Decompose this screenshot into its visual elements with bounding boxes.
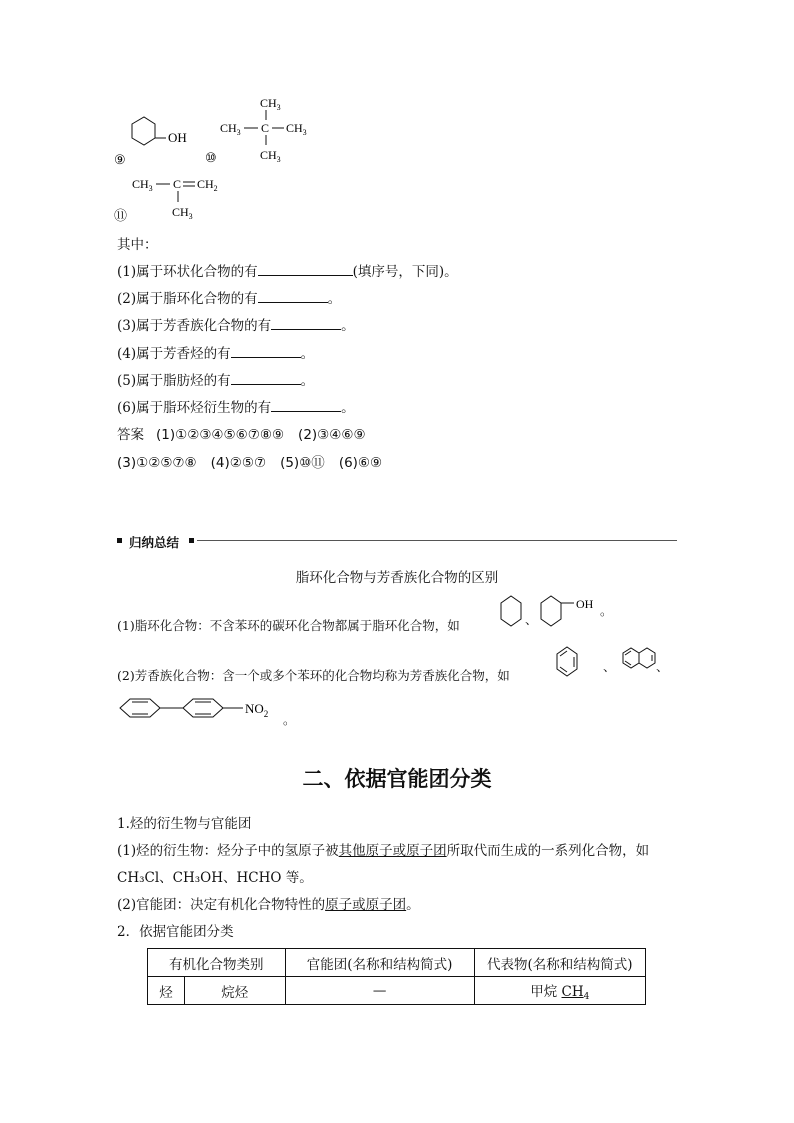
subsection-1: 1.烃的衍生物与官能团 <box>117 816 252 832</box>
summary-p2: (2)芳香族化合物：含一个或多个苯环的化合物均称为芳香族化合物，如 <box>117 668 510 683</box>
cyclohexane-structure <box>496 592 526 632</box>
definition-2: (2)官能团：决定有机化合物特性的原子或原子团。 <box>117 897 420 913</box>
svg-text:CH3: $CH_3$ <box>286 121 307 137</box>
svg-text:NO2: $NO_2$ <box>245 701 269 719</box>
svg-text:C: C <box>173 177 182 191</box>
separator: 、 <box>525 612 538 627</box>
molecule-9-cyclohexanol <box>110 112 210 172</box>
period: 。 <box>600 603 613 618</box>
oh-label: OH <box>168 130 187 145</box>
answer-line-1: 答案 (1)①②③④⑤⑥⑦⑧⑨ (2)③④⑥⑨ <box>117 427 366 443</box>
table-header-row <box>148 949 646 977</box>
table-cell: 烃 <box>148 977 185 1005</box>
table-cell: 烷烃 <box>185 977 286 1005</box>
table-header: 有机化合物类别 <box>148 949 286 977</box>
question-2: (2)属于脂环化合物的有 。 <box>117 291 342 307</box>
definition-1-examples: CH₃Cl、CH₃OH、HCHO 等。 <box>117 870 313 886</box>
question-1: (1)属于环状化合物的有 (填序号，下同)。 <box>117 264 458 280</box>
molecule-10-neopentane <box>200 92 320 172</box>
naphthalene-structure <box>620 645 660 675</box>
summary-p1: (1)脂环化合物：不含苯环的碳环化合物都属于脂环化合物，如 <box>117 618 460 633</box>
molecule-11-isobutene <box>110 170 250 225</box>
summary-header-label: 归纳总结 <box>129 535 180 550</box>
svg-text:C: C <box>261 121 270 135</box>
question-3: (3)属于芳香族化合物的有 。 <box>117 318 355 334</box>
separator: 、 <box>603 659 616 674</box>
table-cell: 甲烷 $CH_4$ <box>474 977 645 1005</box>
question-5: (5)属于脂肪烃的有 。 <box>117 373 315 389</box>
molecule-number-10: ⑩ <box>205 150 217 165</box>
period: 。 <box>283 712 296 727</box>
definition-1: (1)烃的衍生物：烃分子中的氢原子被其他原子或原子团所取代而生成的一系列化合物，如 <box>117 843 650 859</box>
summary-title: 脂环化合物与芳香族化合物的区别 <box>295 570 499 586</box>
divider <box>197 540 677 541</box>
answer-line-2: (3)①②⑤⑦⑧ (4)②⑤⑦ (5)⑩⑪ (6)⑥⑨ <box>117 455 383 471</box>
table-header: 官能团(名称和结构简式) <box>285 949 474 977</box>
exercise-intro: 其中： <box>117 237 158 253</box>
question-4: (4)属于芳香烃的有 。 <box>117 346 315 362</box>
benzene-structure <box>553 642 581 682</box>
svg-text:CH3: $CH_3$ <box>220 121 241 137</box>
separator: 、 <box>656 659 669 674</box>
summary-header <box>117 533 677 549</box>
question-6: (6)属于脂环烃衍生物的有 。 <box>117 400 355 416</box>
subsection-2: 2．依据官能团分类 <box>117 924 234 940</box>
table-cell: — <box>285 977 474 1005</box>
bullet-icon <box>189 538 194 543</box>
svg-text:CH3: $CH_3$ <box>260 148 281 164</box>
svg-text:CH3: $CH_3$ <box>132 177 153 193</box>
table-row <box>148 977 646 1005</box>
svg-text:OH: OH <box>576 597 594 611</box>
table-header: 代表物(名称和结构简式) <box>474 949 645 977</box>
molecule-number-11: ⑪ <box>114 208 128 223</box>
svg-text:CH3: $CH_3$ <box>260 96 281 112</box>
svg-text:CH2: $CH_2$ <box>197 177 218 193</box>
svg-text:CH3: $CH_3$ <box>172 205 193 221</box>
bullet-icon <box>117 538 122 543</box>
classification-table <box>147 948 646 1005</box>
molecule-number-9: ⑨ <box>114 152 126 167</box>
nitrobiphenyl-structure <box>115 690 285 730</box>
section-heading: 二、依据官能团分类 <box>302 767 492 791</box>
